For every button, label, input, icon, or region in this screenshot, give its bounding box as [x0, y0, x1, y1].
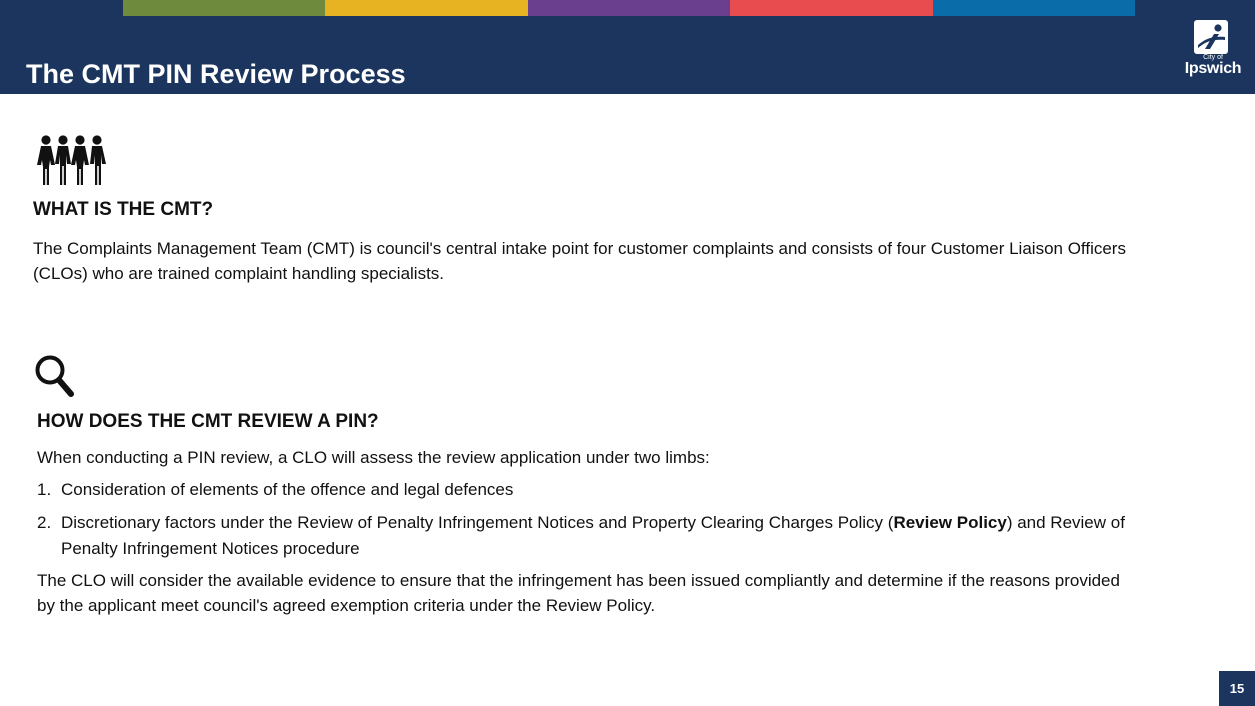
review-policy-term: Review Policy	[893, 513, 1007, 532]
list-item-text-start: Discretionary factors under the Review of Penalty Infringement Notices and Property Clearing Charges Policy (	[61, 513, 894, 532]
header-bar	[0, 0, 1255, 94]
people-group-icon	[36, 134, 108, 186]
color-stripe	[325, 0, 527, 16]
list-item-text	[61, 510, 1137, 562]
list-item	[37, 477, 1137, 503]
magnifier-icon	[34, 353, 78, 399]
cmt-description: The Complaints Management Team (CMT) is council's central intake point for customer complaints and consists of four Customer Liaison Officers (CLOs) who are trained complaint handling specialists.	[33, 239, 1126, 283]
slide-title: The CMT PIN Review Process	[26, 59, 406, 89]
list-number: 2.	[37, 513, 52, 532]
color-stripe	[933, 0, 1135, 16]
cmt-heading: WHAT IS THE CMT?	[33, 199, 214, 220]
list-item-text-end: ) and Review of Penalty Infringement Notices procedure	[61, 513, 1125, 558]
list-item	[37, 510, 1137, 562]
color-stripe	[123, 0, 325, 16]
review-conclusion: The CLO will consider the available evidence to ensure that the infringement has been issued compliantly and determine if the reasons provided by the applicant meet council's agreed exemption criteria under the Review Policy.	[37, 571, 1120, 615]
review-intro: When conducting a PIN review, a CLO will assess the review application under two limbs:	[37, 448, 710, 467]
city-logo	[1180, 14, 1246, 80]
logo-small-text: City of	[1203, 54, 1223, 61]
logo-wordmark: Ipswich	[1184, 60, 1242, 77]
list-item-text: Consideration of elements of the offence and legal defences	[61, 480, 514, 499]
color-stripe	[730, 0, 932, 16]
city-of-ipswich-logo-icon	[1192, 18, 1230, 56]
page-number: 15	[1219, 671, 1255, 706]
review-heading: HOW DOES THE CMT REVIEW A PIN?	[37, 411, 379, 432]
list-number: 1.	[37, 480, 52, 499]
color-stripe	[528, 0, 730, 16]
color-stripes	[123, 0, 1135, 16]
